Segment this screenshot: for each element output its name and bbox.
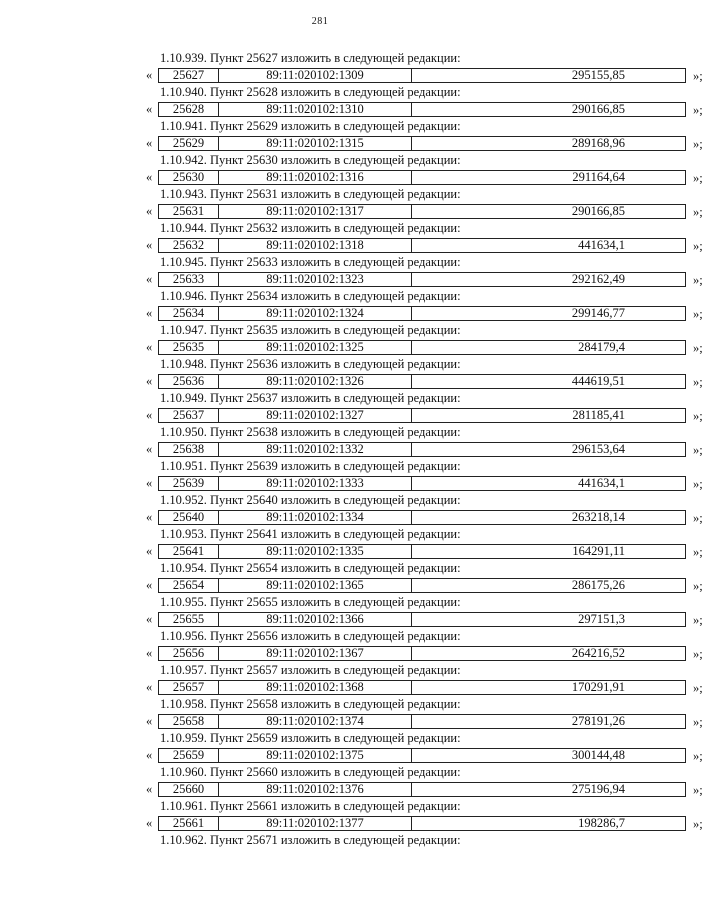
cadastral-number-cell: 89:11:020102:1324 — [219, 307, 412, 320]
value-cell: 300144,48 — [571, 748, 625, 762]
value-cell: 295155,85 — [571, 68, 625, 82]
amendment-entry — [0, 628, 703, 662]
table-row-cells — [158, 680, 686, 695]
amendment-entry — [0, 730, 703, 764]
item-number-cell: 25627 — [159, 69, 219, 82]
table-row — [146, 373, 703, 390]
close-quote: »; — [693, 341, 703, 355]
table-row — [146, 441, 703, 458]
table-row-cells — [158, 782, 686, 797]
table-row-cells — [158, 408, 686, 423]
amendment-heading: 1.10.957. Пункт 25657 изложить в следующей редакции: — [160, 663, 461, 677]
open-quote: « — [146, 578, 153, 592]
value-cell: 263218,14 — [571, 510, 625, 524]
cadastral-number-cell: 89:11:020102:1309 — [219, 69, 412, 82]
cadastral-number-cell: 89:11:020102:1317 — [219, 205, 412, 218]
close-quote: »; — [693, 409, 703, 423]
close-quote: »; — [693, 749, 703, 763]
value-cell: 292162,49 — [571, 272, 625, 286]
amendment-heading: 1.10.946. Пункт 25634 изложить в следующей редакции: — [160, 289, 461, 303]
value-cell: 441634,1 — [578, 476, 625, 490]
amendment-heading: 1.10.944. Пункт 25632 изложить в следующей редакции: — [160, 221, 461, 235]
table-row — [146, 135, 703, 152]
item-number-cell: 25658 — [159, 715, 219, 728]
item-number-cell: 25630 — [159, 171, 219, 184]
item-number-cell: 25657 — [159, 681, 219, 694]
amendment-heading: 1.10.962. Пункт 25671 изложить в следующей редакции: — [160, 833, 461, 847]
amendment-heading: 1.10.951. Пункт 25639 изложить в следующей редакции: — [160, 459, 461, 473]
amendment-heading: 1.10.952. Пункт 25640 изложить в следующей редакции: — [160, 493, 461, 507]
amendment-heading: 1.10.961. Пункт 25661 изложить в следующей редакции: — [160, 799, 461, 813]
value-cell: 198286,7 — [578, 816, 625, 830]
amendment-heading: 1.10.940. Пункт 25628 изложить в следующей редакции: — [160, 85, 461, 99]
close-quote: »; — [693, 681, 703, 695]
table-row-cells — [158, 340, 686, 355]
item-number-cell: 25635 — [159, 341, 219, 354]
table-row-cells — [158, 238, 686, 253]
page-number: 281 — [311, 16, 329, 27]
item-number-cell: 25631 — [159, 205, 219, 218]
table-row-cells — [158, 476, 686, 491]
value-cell: 264216,52 — [571, 646, 625, 660]
amendment-heading: 1.10.954. Пункт 25654 изложить в следующей редакции: — [160, 561, 461, 575]
open-quote: « — [146, 374, 153, 388]
amendment-entry — [0, 356, 703, 390]
open-quote: « — [146, 340, 153, 354]
item-number-cell: 25655 — [159, 613, 219, 626]
cadastral-number-cell: 89:11:020102:1375 — [219, 749, 412, 762]
cadastral-number-cell: 89:11:020102:1325 — [219, 341, 412, 354]
table-row-cells — [158, 646, 686, 661]
cadastral-number-cell: 89:11:020102:1315 — [219, 137, 412, 150]
amendment-entry — [0, 152, 703, 186]
amendment-entry — [0, 118, 703, 152]
close-quote: »; — [693, 817, 703, 831]
value-cell: 286175,26 — [571, 578, 625, 592]
item-number-cell: 25638 — [159, 443, 219, 456]
close-quote: »; — [693, 579, 703, 593]
item-number-cell: 25656 — [159, 647, 219, 660]
item-number-cell: 25634 — [159, 307, 219, 320]
table-row — [146, 509, 703, 526]
amendment-heading: 1.10.939. Пункт 25627 изложить в следующей редакции: — [160, 51, 461, 65]
value-cell: 296153,64 — [571, 442, 625, 456]
table-row — [146, 747, 703, 764]
item-number-cell: 25661 — [159, 817, 219, 830]
table-row-cells — [158, 612, 686, 627]
document-body — [0, 50, 703, 866]
amendment-heading: 1.10.950. Пункт 25638 изложить в следующей редакции: — [160, 425, 461, 439]
cadastral-number-cell: 89:11:020102:1377 — [219, 817, 412, 830]
open-quote: « — [146, 102, 153, 116]
close-quote: »; — [693, 69, 703, 83]
cadastral-number-cell: 89:11:020102:1367 — [219, 647, 412, 660]
cadastral-number-cell: 89:11:020102:1368 — [219, 681, 412, 694]
open-quote: « — [146, 748, 153, 762]
close-quote: »; — [693, 613, 703, 627]
cadastral-number-cell: 89:11:020102:1316 — [219, 171, 412, 184]
item-number-cell: 25633 — [159, 273, 219, 286]
table-row — [146, 577, 703, 594]
amendment-heading: 1.10.945. Пункт 25633 изложить в следующей редакции: — [160, 255, 461, 269]
cadastral-number-cell: 89:11:020102:1323 — [219, 273, 412, 286]
item-number-cell: 25628 — [159, 103, 219, 116]
amendment-entry — [0, 832, 640, 866]
open-quote: « — [146, 170, 153, 184]
amendment-entry — [0, 322, 703, 356]
value-cell: 278191,26 — [571, 714, 625, 728]
cadastral-number-cell: 89:11:020102:1333 — [219, 477, 412, 490]
close-quote: »; — [693, 443, 703, 457]
cadastral-number-cell: 89:11:020102:1310 — [219, 103, 412, 116]
amendment-entry — [0, 764, 703, 798]
value-cell: 444619,51 — [571, 374, 625, 388]
amendment-heading: 1.10.943. Пункт 25631 изложить в следующей редакции: — [160, 187, 461, 201]
amendment-heading: 1.10.949. Пункт 25637 изложить в следующей редакции: — [160, 391, 461, 405]
table-row-cells — [158, 442, 686, 457]
value-cell: 275196,94 — [571, 782, 625, 796]
value-cell: 281185,41 — [572, 408, 625, 422]
table-row — [146, 815, 703, 832]
table-row — [146, 101, 703, 118]
cadastral-number-cell: 89:11:020102:1332 — [219, 443, 412, 456]
close-quote: »; — [693, 783, 703, 797]
open-quote: « — [146, 612, 153, 626]
amendment-heading: 1.10.958. Пункт 25658 изложить в следующей редакции: — [160, 697, 461, 711]
table-row — [146, 407, 703, 424]
open-quote: « — [146, 306, 153, 320]
value-cell: 170291,91 — [571, 680, 625, 694]
close-quote: »; — [693, 205, 703, 219]
amendment-entry — [0, 254, 703, 288]
close-quote: »; — [693, 545, 703, 559]
table-row-cells — [158, 374, 686, 389]
cadastral-number-cell: 89:11:020102:1365 — [219, 579, 412, 592]
open-quote: « — [146, 204, 153, 218]
table-row — [146, 645, 703, 662]
amendment-entry — [0, 84, 703, 118]
close-quote: »; — [693, 375, 703, 389]
open-quote: « — [146, 510, 153, 524]
amendment-heading: 1.10.948. Пункт 25636 изложить в следующей редакции: — [160, 357, 461, 371]
table-row — [146, 169, 703, 186]
amendment-entry — [0, 526, 703, 560]
value-cell: 290166,85 — [571, 204, 625, 218]
item-number-cell: 25629 — [159, 137, 219, 150]
close-quote: »; — [693, 511, 703, 525]
close-quote: »; — [693, 715, 703, 729]
item-number-cell: 25640 — [159, 511, 219, 524]
amendment-heading: 1.10.942. Пункт 25630 изложить в следующей редакции: — [160, 153, 461, 167]
table-row-cells — [158, 204, 686, 219]
table-row-cells — [158, 136, 686, 151]
table-row — [146, 679, 703, 696]
close-quote: »; — [693, 239, 703, 253]
open-quote: « — [146, 68, 153, 82]
item-number-cell: 25637 — [159, 409, 219, 422]
table-row-cells — [158, 306, 686, 321]
cadastral-number-cell: 89:11:020102:1326 — [219, 375, 412, 388]
value-cell: 164291,11 — [572, 544, 625, 558]
amendment-entry — [0, 458, 703, 492]
table-row — [146, 271, 703, 288]
value-cell: 289168,96 — [571, 136, 625, 150]
open-quote: « — [146, 714, 153, 728]
table-row — [146, 781, 703, 798]
amendment-entry — [0, 186, 703, 220]
value-cell: 290166,85 — [571, 102, 625, 116]
table-row — [146, 237, 703, 254]
amendment-entry — [0, 492, 703, 526]
amendment-entry — [0, 594, 703, 628]
open-quote: « — [146, 646, 153, 660]
amendment-heading: 1.10.956. Пункт 25656 изложить в следующей редакции: — [160, 629, 461, 643]
value-cell: 284179,4 — [578, 340, 625, 354]
cadastral-number-cell: 89:11:020102:1374 — [219, 715, 412, 728]
open-quote: « — [146, 680, 153, 694]
amendment-entry — [0, 662, 703, 696]
amendment-heading: 1.10.947. Пункт 25635 изложить в следующей редакции: — [160, 323, 461, 337]
amendment-entry — [0, 390, 703, 424]
table-row-cells — [158, 272, 686, 287]
open-quote: « — [146, 816, 153, 830]
amendment-heading: 1.10.953. Пункт 25641 изложить в следующей редакции: — [160, 527, 461, 541]
table-row — [146, 475, 703, 492]
table-row-cells — [158, 510, 686, 525]
table-row-cells — [158, 714, 686, 729]
value-cell: 291164,64 — [572, 170, 625, 184]
table-row — [146, 543, 703, 560]
open-quote: « — [146, 272, 153, 286]
table-row-cells — [158, 544, 686, 559]
open-quote: « — [146, 408, 153, 422]
cadastral-number-cell: 89:11:020102:1366 — [219, 613, 412, 626]
item-number-cell: 25641 — [159, 545, 219, 558]
item-number-cell: 25660 — [159, 783, 219, 796]
amendment-entry — [0, 696, 703, 730]
amendment-entry — [0, 220, 703, 254]
item-number-cell: 25654 — [159, 579, 219, 592]
amendment-heading: 1.10.955. Пункт 25655 изложить в следующей редакции: — [160, 595, 461, 609]
table-row — [146, 203, 703, 220]
close-quote: »; — [693, 103, 703, 117]
close-quote: »; — [693, 171, 703, 185]
close-quote: »; — [693, 137, 703, 151]
cadastral-number-cell: 89:11:020102:1318 — [219, 239, 412, 252]
close-quote: »; — [693, 477, 703, 491]
table-row — [146, 611, 703, 628]
cadastral-number-cell: 89:11:020102:1327 — [219, 409, 412, 422]
amendment-entry — [0, 288, 703, 322]
table-row-cells — [158, 68, 686, 83]
value-cell: 441634,1 — [578, 238, 625, 252]
amendment-heading: 1.10.941. Пункт 25629 изложить в следующей редакции: — [160, 119, 461, 133]
cadastral-number-cell: 89:11:020102:1334 — [219, 511, 412, 524]
value-cell: 297151,3 — [578, 612, 625, 626]
amendment-entry — [0, 424, 703, 458]
table-row-cells — [158, 170, 686, 185]
amendment-entry — [0, 798, 703, 832]
open-quote: « — [146, 136, 153, 150]
table-row-cells — [158, 748, 686, 763]
open-quote: « — [146, 238, 153, 252]
item-number-cell: 25659 — [159, 749, 219, 762]
close-quote: »; — [693, 647, 703, 661]
amendment-entry — [0, 50, 703, 84]
close-quote: »; — [693, 307, 703, 321]
cadastral-number-cell: 89:11:020102:1335 — [219, 545, 412, 558]
open-quote: « — [146, 782, 153, 796]
table-row-cells — [158, 816, 686, 831]
item-number-cell: 25636 — [159, 375, 219, 388]
close-quote: »; — [693, 273, 703, 287]
amendment-heading: 1.10.959. Пункт 25659 изложить в следующей редакции: — [160, 731, 461, 745]
item-number-cell: 25632 — [159, 239, 219, 252]
amendment-entry — [0, 560, 703, 594]
open-quote: « — [146, 544, 153, 558]
open-quote: « — [146, 476, 153, 490]
table-row-cells — [158, 102, 686, 117]
table-row — [146, 713, 703, 730]
item-number-cell: 25639 — [159, 477, 219, 490]
table-row — [146, 305, 703, 322]
open-quote: « — [146, 442, 153, 456]
table-row — [146, 67, 703, 84]
table-row-cells — [158, 578, 686, 593]
value-cell: 299146,77 — [571, 306, 625, 320]
table-row — [146, 339, 703, 356]
amendment-heading: 1.10.960. Пункт 25660 изложить в следующей редакции: — [160, 765, 461, 779]
cadastral-number-cell: 89:11:020102:1376 — [219, 783, 412, 796]
